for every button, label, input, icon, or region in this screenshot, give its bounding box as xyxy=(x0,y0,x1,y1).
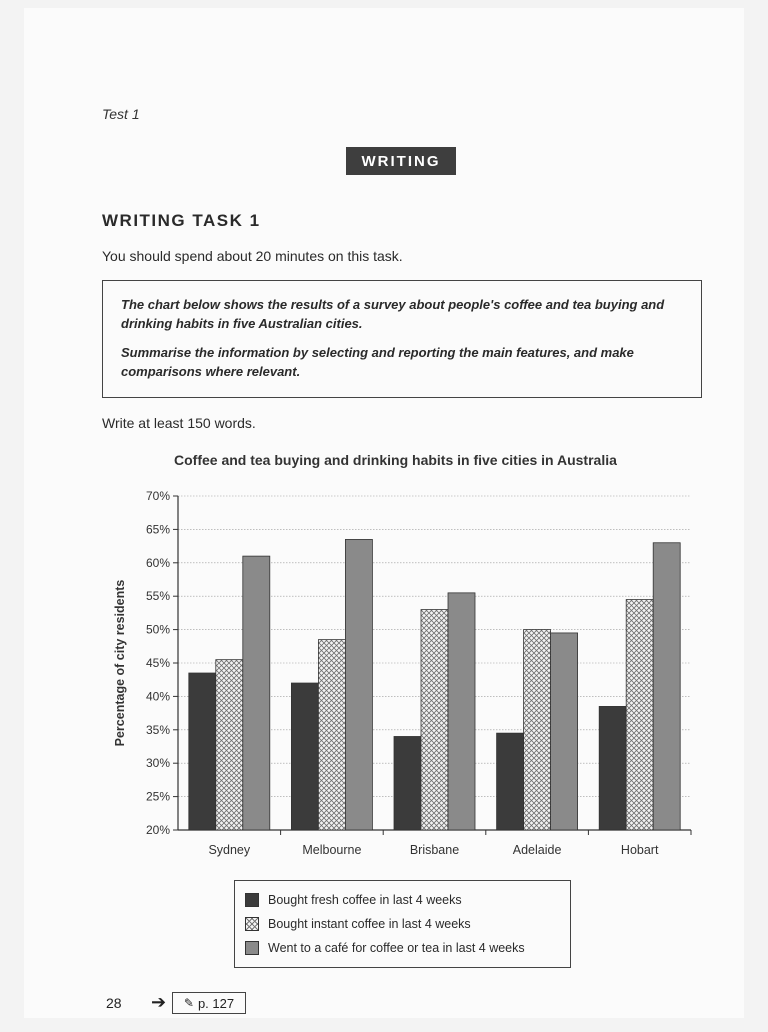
bar-chart xyxy=(24,8,744,1018)
pencil-icon: ✎ xyxy=(183,996,194,1010)
task-prompt-instruction: Summarise the information by selecting and reporting the main features, and make comparisons where relevant. xyxy=(121,345,634,379)
page-reference-label: p. 127 xyxy=(197,995,235,1011)
book-page xyxy=(24,8,744,1018)
bar-cafe xyxy=(448,593,475,830)
y-tick-label: 65% xyxy=(145,522,170,537)
y-tick-label: 30% xyxy=(145,756,170,771)
page-reference[interactable] xyxy=(172,992,246,1014)
section-banner: WRITING xyxy=(346,147,456,175)
y-tick-label: 35% xyxy=(145,722,170,737)
bar-instant-coffee xyxy=(216,660,243,830)
legend-item-cafe xyxy=(245,936,570,960)
test-label: Test 1 xyxy=(102,106,140,122)
x-tick-label: Brisbane xyxy=(409,843,460,857)
y-tick-label: 25% xyxy=(145,789,170,804)
bar-fresh-coffee xyxy=(291,683,318,830)
y-axis-label: Percentage of city residents xyxy=(113,579,127,747)
bar-fresh-coffee xyxy=(497,733,524,830)
legend-label-fresh: Bought fresh coffee in last 4 weeks xyxy=(268,893,462,907)
legend-item-instant xyxy=(245,912,570,936)
word-requirement: Write at least 150 words. xyxy=(102,415,256,431)
y-tick-label: 55% xyxy=(145,589,170,604)
y-tick-label: 20% xyxy=(145,823,170,837)
x-tick-label: Melbourne xyxy=(302,843,362,857)
bar-instant-coffee xyxy=(421,610,448,830)
page-number: 28 xyxy=(106,995,122,1011)
chart-title: Coffee and tea buying and drinking habits in five cities in Australia xyxy=(174,452,617,468)
legend-item-fresh xyxy=(245,888,570,912)
bar-fresh-coffee xyxy=(394,736,421,830)
x-tick-label: Hobart xyxy=(620,843,659,857)
legend-label-cafe: Went to a café for coffee or tea in last 4 weeks xyxy=(268,941,525,955)
arrow-right-icon: ➔ xyxy=(151,992,167,1012)
legend-swatch-instant xyxy=(245,917,259,931)
task-prompt-description: The chart below shows the results of a survey about people's coffee and tea buying and drinking habits in five Australian cities. xyxy=(121,297,665,331)
bar-instant-coffee xyxy=(626,600,653,830)
y-tick-label: 70% xyxy=(145,489,170,503)
legend-label-instant: Bought instant coffee in last 4 weeks xyxy=(268,917,471,931)
bar-instant-coffee xyxy=(524,630,551,830)
bar-cafe xyxy=(345,539,372,830)
bar-cafe xyxy=(653,543,680,830)
y-tick-label: 45% xyxy=(145,656,170,670)
y-tick-label: 60% xyxy=(145,555,170,570)
chart-legend xyxy=(234,880,571,968)
bar-fresh-coffee xyxy=(599,706,626,830)
x-tick-label: Sydney xyxy=(208,843,251,857)
x-tick-label: Adelaide xyxy=(512,843,562,857)
time-instruction: You should spend about 20 minutes on this task. xyxy=(102,248,403,264)
legend-swatch-cafe xyxy=(245,941,259,955)
legend-swatch-fresh xyxy=(245,893,259,907)
bar-fresh-coffee xyxy=(189,673,216,830)
y-tick-label: 40% xyxy=(145,689,170,704)
task-title: WRITING TASK 1 xyxy=(102,211,261,230)
y-tick-label: 50% xyxy=(145,622,170,637)
bar-cafe xyxy=(243,556,270,830)
bar-instant-coffee xyxy=(318,640,345,830)
bar-cafe xyxy=(551,633,578,830)
